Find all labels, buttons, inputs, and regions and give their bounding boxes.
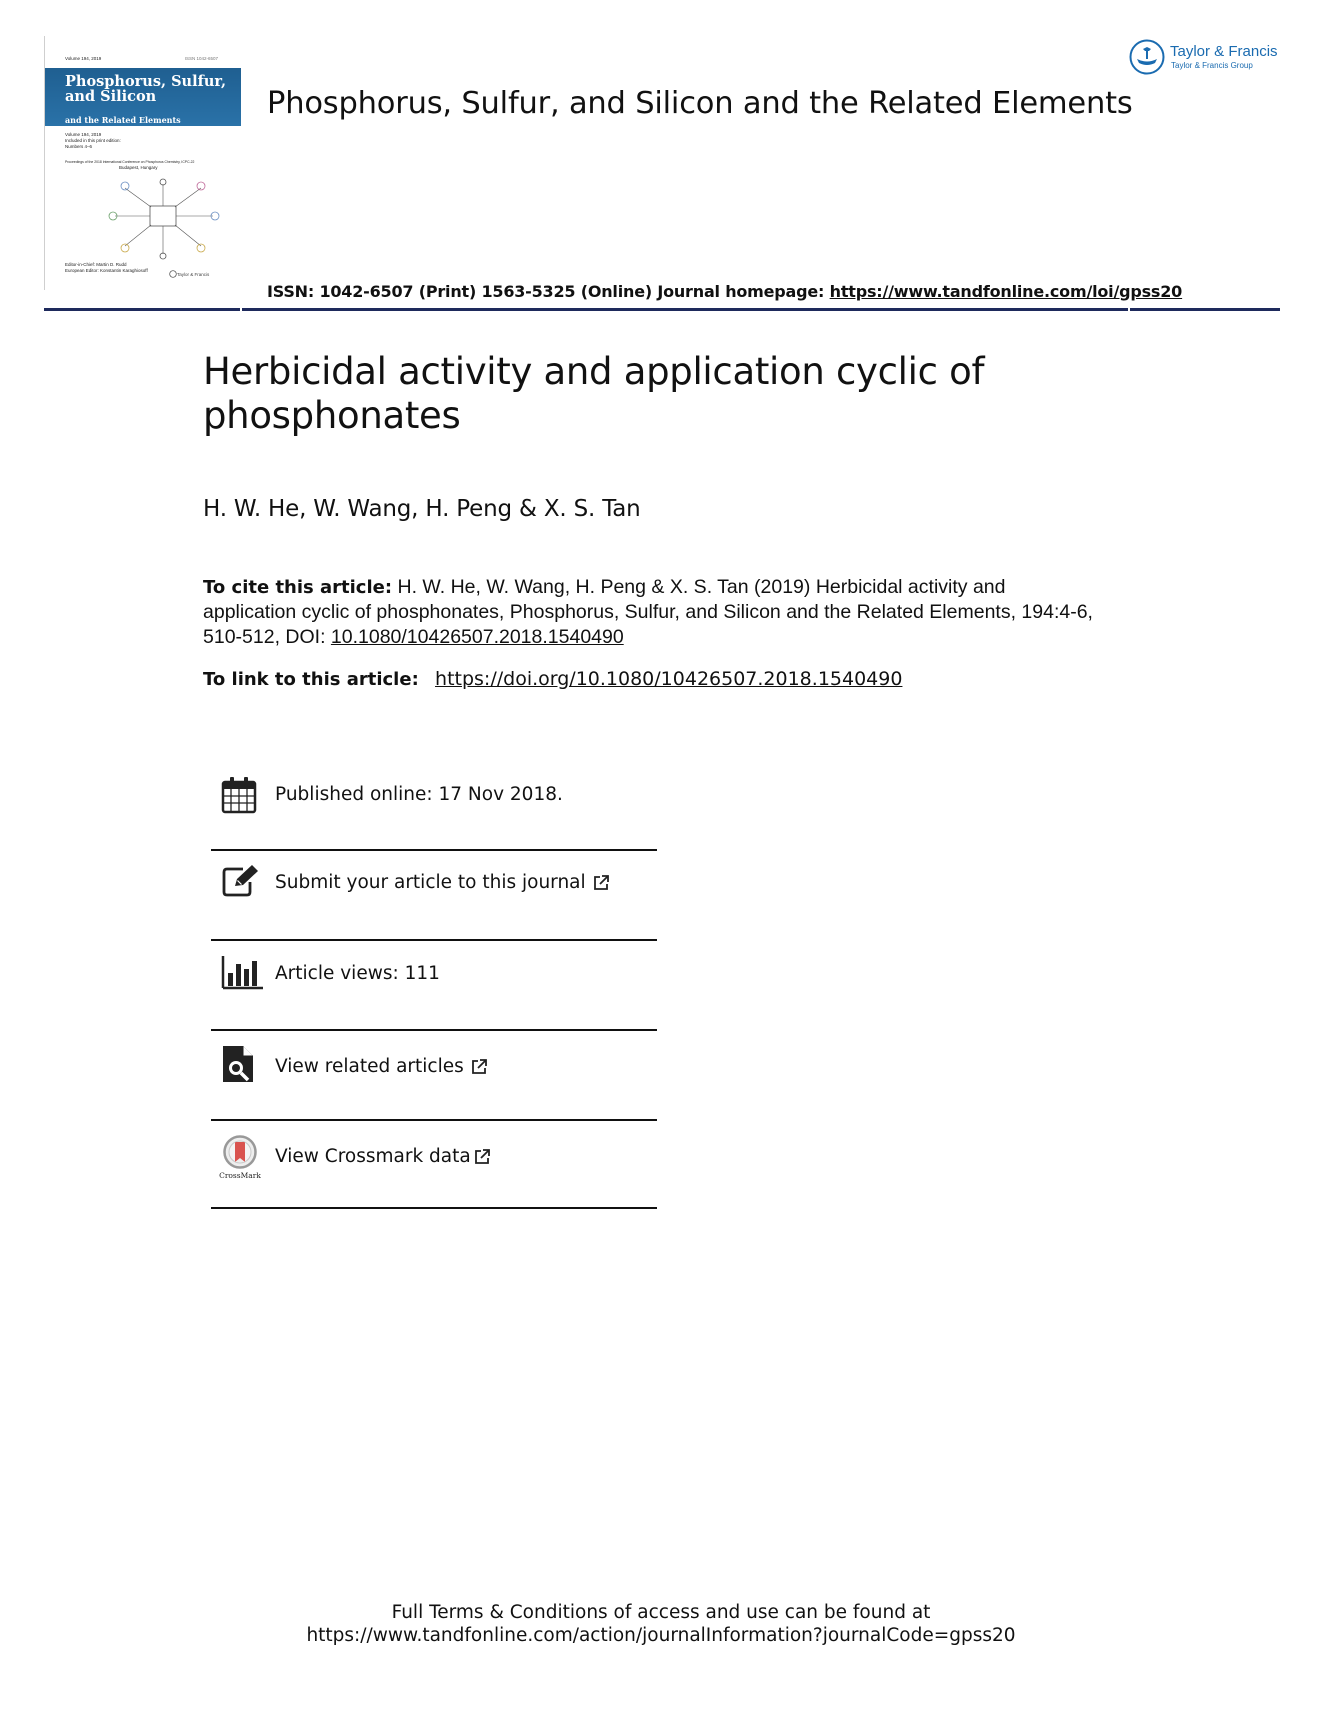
document-search-icon: [221, 1044, 255, 1084]
article-authors: H. W. He, W. Wang, H. Peng & X. S. Tan: [203, 496, 641, 522]
related-articles-label: View related articles: [275, 1056, 464, 1077]
submit-article-link[interactable]: [275, 872, 610, 893]
info-divider: [211, 849, 657, 851]
publisher-logo[interactable]: [1128, 38, 1288, 78]
journal-homepage-link[interactable]: https://www.tandfonline.com/loi/gpss20: [829, 282, 1183, 301]
header-divider: [44, 308, 1280, 311]
footer-terms-url[interactable]: https://www.tandfonline.com/action/journalInformation?journalCode=gpss20: [306, 1625, 1016, 1646]
cover-journal-subtitle: and the Related Elements: [65, 115, 181, 125]
info-divider: [211, 939, 657, 941]
footer-line-1: Full Terms & Conditions of access and use can be found at: [391, 1602, 931, 1623]
issn-line: [267, 282, 1182, 301]
link-label: To link to this article:: [203, 669, 426, 690]
cover-editor-2: European Editor: Konstantin Karaghiosoff: [65, 268, 148, 273]
submit-article-label: Submit your article to this journal: [275, 872, 586, 893]
issn-text: ISSN: 1042-6507 (Print) 1563-5325 (Online) Journal homepage:: [267, 282, 830, 301]
crossmark-label: View Crossmark data: [275, 1146, 471, 1167]
article-title: Herbicidal activity and application cyclic of phosphonates: [203, 350, 985, 437]
bar-chart-icon: [221, 956, 263, 990]
cover-publisher-icon: [169, 270, 177, 278]
cite-text: H. W. He, W. Wang, H. Peng & X. S. Tan (2019) Herbicidal activity and application cyclic of phosphonates, Phosphorus, Sulfur, and Silicon and the Related Elements, 194:4-6, 510-512, DOI:: [203, 576, 1093, 648]
cite-label: To cite this article:: [203, 577, 393, 598]
cover-publisher-label: Taylor & Francis: [177, 272, 210, 277]
cover-issn: ISSN 1042-6507: [184, 56, 218, 61]
crossmark-icon: [219, 1134, 261, 1180]
taylor-francis-logo-icon: [1128, 38, 1166, 76]
journal-cover-thumbnail[interactable]: [44, 36, 240, 290]
related-articles-row[interactable]: [211, 1044, 657, 1086]
article-doi-url-link[interactable]: https://doi.org/10.1080/10426507.2018.1540490: [435, 668, 903, 690]
external-link-icon: [592, 874, 610, 892]
crossmark-link[interactable]: [275, 1146, 491, 1167]
crossmark-logo-text: CrossMark: [219, 1171, 261, 1180]
cover-included-3: Numbers 4–6: [65, 144, 93, 149]
cover-included-1: Volume 194, 2019: [65, 132, 102, 137]
cite-doi-link[interactable]: 10.1080/10426507.2018.1540490: [330, 626, 624, 648]
cover-editor-1: Editor-in-Chief: Martin D. Rudd: [65, 262, 127, 267]
article-views-row: [211, 954, 657, 994]
cover-included-2: Included in this print edition:: [65, 138, 121, 143]
external-link-icon: [470, 1058, 488, 1076]
external-link-icon: [473, 1148, 491, 1166]
calendar-icon: [221, 776, 257, 814]
journal-title: Phosphorus, Sulfur, and Silicon and the Related Elements: [267, 86, 1133, 121]
citation-block: [203, 575, 1103, 650]
footer-terms: [0, 1601, 1322, 1647]
info-divider: [211, 1207, 657, 1209]
edit-pencil-icon: [221, 864, 261, 898]
cover-proceedings-2: Budapest, Hungary: [119, 165, 158, 170]
article-link-line: [203, 668, 902, 690]
info-divider: [211, 1029, 657, 1031]
crossmark-row[interactable]: [211, 1134, 657, 1180]
article-views-text: Article views: 111: [275, 963, 440, 984]
info-divider: [211, 1119, 657, 1121]
related-articles-link[interactable]: [275, 1056, 488, 1077]
published-online-text: Published online: 17 Nov 2018.: [275, 784, 563, 805]
cover-proceedings-1: Proceedings of the 2018 International Conference on Phosphorus Chemistry, ICPC-22: [65, 160, 195, 164]
published-online-row: [211, 776, 657, 816]
cover-journal-name: Phosphorus, Sulfur, and Silicon: [65, 73, 227, 105]
publisher-group: Taylor & Francis Group: [1171, 61, 1253, 70]
publisher-name: Taylor & Francis: [1170, 43, 1278, 60]
submit-article-row[interactable]: [211, 862, 657, 902]
cover-chemistry-diagram-icon: [95, 174, 235, 264]
cover-volume-label: Volume 194, 2019: [65, 56, 102, 61]
